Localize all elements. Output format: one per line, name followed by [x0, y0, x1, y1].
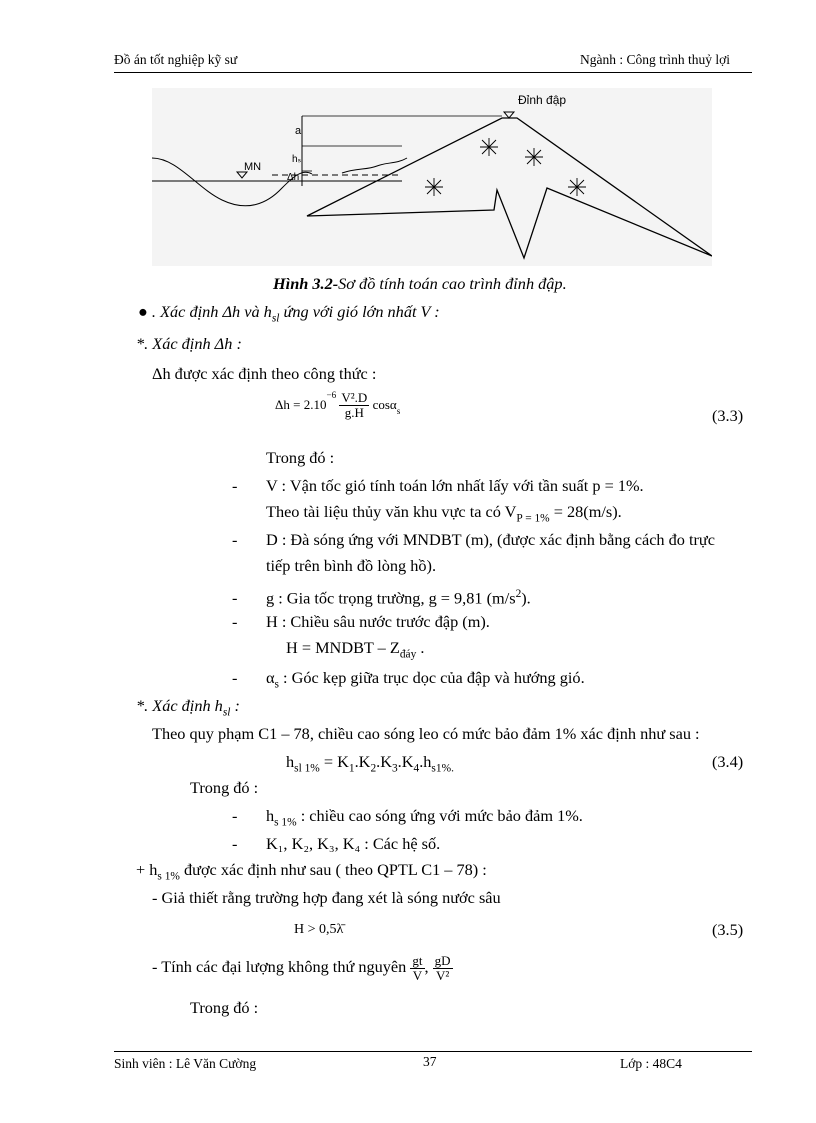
- label-dh: Δh: [287, 172, 300, 183]
- where-label-2: Trong đó :: [190, 778, 259, 797]
- where-label-3: Trong đó :: [190, 998, 259, 1017]
- figure-caption: Hình 3.2-Sơ đồ tính toán cao trình đỉnh đập.: [273, 274, 567, 293]
- item-d-2: tiếp trên bình đồ lòng hồ).: [266, 556, 437, 575]
- section-hsl: *. Xác định $h_{sl}$ :: [136, 696, 240, 719]
- equation-3-4: $h_{sl 1\%} = K_1.K_2.K_3.K_4.h_{s1\%.}$: [286, 752, 454, 775]
- equation-3-5: H > 0,5λ̄: [294, 922, 344, 937]
- dam-diagram-svg: [152, 88, 712, 266]
- header-rule: [114, 72, 752, 73]
- header-left: Đồ án tốt nghiệp kỹ sư: [114, 52, 238, 67]
- item-alpha: - $\alpha_s$ : Góc kẹp giữa trục dọc của đập và hướng gió.: [232, 668, 585, 691]
- dh-intro: Δh được xác định theo công thức :: [152, 364, 377, 383]
- plus-line: + $h_{s 1\%}$ được xác định như sau ( theo QPTL C1 – 78) :: [136, 860, 487, 883]
- item-k: - K₁, K₂, K₃, K₄ : Các hệ số.: [232, 834, 441, 853]
- label-mn: MN: [244, 161, 262, 173]
- fraction-gd-v2: $\frac{gD}{\text{V²}}$: [434, 953, 451, 983]
- equation-3-4-number: (3.4): [712, 752, 744, 771]
- item-h-2: H = MNDBT – $Z_{đáy}$ .: [286, 638, 425, 661]
- equation-3-3-number: (3.3): [712, 406, 744, 425]
- bullet-line: ● . Xác định Δh và $h_{sl}$ ứng với gió lớn nhất V :: [138, 302, 440, 325]
- label-hsl: hₛₗ: [292, 154, 303, 165]
- where-label-1: Trong đó :: [266, 448, 335, 467]
- item-d: - D : Đà sóng ứng với MNDBT (m), (được xác định bằng cách đo trực: [232, 530, 715, 549]
- dam-crest-diagram: [152, 88, 712, 266]
- footer-page-number: 37: [423, 1054, 437, 1069]
- label-a: a: [295, 125, 302, 137]
- item-v-2: Theo tài liệu thủy văn khu vực ta có $V_{P = 1\%} = 28(m/s)$.: [266, 502, 622, 525]
- footer-student: Sinh viên : Lê Văn Cường: [114, 1056, 257, 1071]
- section-dh: *. Xác định Δh :: [136, 334, 242, 353]
- assumption-line: - Giả thiết rằng trường hợp đang xét là sóng nước sâu: [152, 888, 501, 907]
- crest-label: Đỉnh đập: [518, 93, 567, 107]
- dimensionless-line: - Tính các đại lượng không thứ nguyên $\frac{gt}{V}$ , $\frac{gD}{\text{V²}}$: [152, 953, 451, 983]
- item-h: - H : Chiều sâu nước trước đập (m).: [232, 612, 490, 631]
- footer-class: Lớp : 48C4: [620, 1056, 682, 1071]
- diagram-background: [152, 88, 712, 266]
- header-right: Ngành : Công trình thuỷ lợi: [580, 52, 731, 67]
- item-v: - V : Vận tốc gió tính toán lớn nhất lấy với tần suất p = 1%.: [232, 476, 644, 495]
- item-g: - g : Gia tốc trọng trường, g = 9,81 $(m/s^2)$.: [232, 588, 531, 608]
- footer-rule: [114, 1051, 752, 1052]
- equation-3-5-number: (3.5): [712, 920, 744, 939]
- equation-3-3: $\Delta h = 2.10^{-6}$ $\frac{\text{V².D}}{g.H}$ cosα$_s$: [275, 389, 401, 420]
- fraction-gt-v: $\frac{gt}{V}$: [412, 953, 423, 983]
- item-hs: - $h_{s 1\%}$ : chiều cao sóng ứng với mức bảo đảm 1%.: [232, 806, 583, 829]
- regulation-text: Theo quy phạm C1 – 78, chiều cao sóng leo có mức bảo đảm 1% xác định như sau :: [152, 724, 700, 743]
